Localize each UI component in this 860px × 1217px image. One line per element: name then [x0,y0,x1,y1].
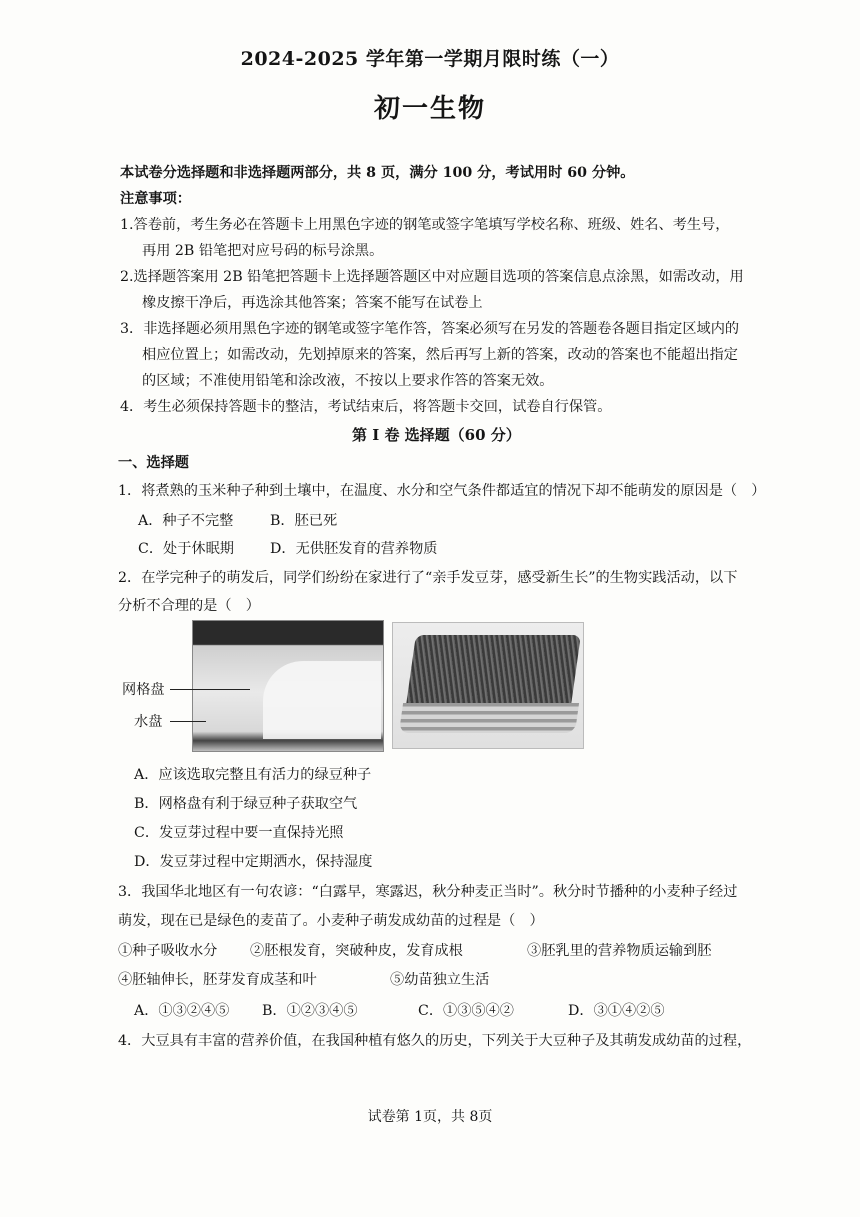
q2-option-c: C．发豆芽过程中要一直保持光照 [134,825,344,841]
q3-option-d: D．③①④②⑤ [568,1003,665,1019]
q1-stem: 1．将煮熟的玉米种子种到土壤中，在温度、水分和空气条件都适宜的情况下却不能萌发的原因是（ ） [118,483,766,499]
q1-option-d: D．无供胚发育的营养物质 [270,541,438,557]
label-grid-tray: 网格盘 [122,682,165,698]
notice-item-4-line-1: 4．考生必须保持答题卡的整洁，考试结束后，将答题卡交回，试卷自行保管。 [120,399,612,415]
q3-stem-line-1: 3．我国华北地区有一句农谚：“白露早，寒露迟，秋分种麦正当时”。秋分时节播种的小麦种子经过 [118,884,738,900]
q2-option-d: D．发豆芽过程中定期洒水，保持湿度 [134,854,373,870]
q1-option-b: B．胚已死 [270,513,338,529]
part-title: 一、选择题 [118,455,189,471]
label-water-tray: 水盘 [134,714,163,730]
notice-item-1-line-1: 1.答卷前，考生务必在答题卡上用黑色字迹的钢笔或签字笔填写学校名称、班级、姓名、考生号， [120,217,730,233]
notice-item-3-line-2: 相应位置上；如需改动，先划掉原来的答案，然后再写上新的答案，改动的答案也不能超出指定 [142,347,738,363]
q3-option-a: A．①③②④⑤ [134,1003,230,1019]
q2-stem-line-2: 分析不合理的是（ ） [118,598,260,614]
notice-title: 注意事项： [120,191,191,207]
q2-option-b: B．网格盘有利于绿豆种子获取空气 [134,796,358,812]
leader-line-water-tray [170,721,206,722]
q3-step-4: ④胚轴伸长，胚芽发育成茎和叶 [118,972,317,988]
q3-step-5: ⑤幼苗独立生活 [390,972,490,988]
q3-step-2: ②胚根发育，突破种皮，发育成根 [250,943,463,959]
subject-title: 初一生物 [373,94,486,124]
notice-item-2-line-1: 2.选择题答案用 2B 铅笔把答题卡上选择题答题区中对应题目选项的答案信息点涂黑，如需改动，用 [120,269,744,285]
q2-stem-line-1: 2．在学完种子的萌发后，同学们纷纷在家进行了“亲手发豆芽，感受新生长”的生物实践活动，以下 [118,570,738,586]
notice-item-2-line-2: 橡皮擦干净后，再选涂其他答案；答案不能写在试卷上 [142,295,483,311]
notice-item-1-line-2: 再用 2B 铅笔把对应号码的标号涂黑。 [142,243,384,259]
exam-title: 2024-2025 学年第一学期月限时练（一） [240,48,620,70]
q2-option-a: A．应该选取完整且有活力的绿豆种子 [134,767,372,783]
q3-step-3: ③胚乳里的营养物质运输到胚 [527,943,712,959]
q1-option-c: C．处于休眠期 [138,541,234,557]
q4-stem: 4．大豆具有丰富的营养价值，在我国种植有悠久的历史，下列关于大豆种子及其萌发成幼苗的过程， [118,1033,752,1049]
q3-option-c: C．①③⑤④② [418,1003,514,1019]
bean-sprouts-photo [392,622,584,749]
leader-line-grid-tray [170,689,250,690]
q1-option-a: A．种子不完整 [138,513,234,529]
page-footer: 试卷第 1页，共 8页 [367,1109,493,1125]
q3-step-1: ①种子吸收水分 [118,943,218,959]
notice-item-3-line-3: 的区域；不准使用铅笔和涂改液，不按以上要求作答的答案无效。 [142,373,554,389]
q3-option-b: B．①②③④⑤ [262,1003,358,1019]
q3-stem-line-2: 萌发，现在已是绿色的麦苗了。小麦种子萌发成幼苗的过程是（ ） [118,913,544,929]
section-title: 第 I 卷 选择题（60 分） [352,426,521,444]
q2-figure [110,620,590,755]
notice-item-3-line-1: 3．非选择题必须用黑色字迹的钢笔或签字笔作答，答案必须写在另发的答题卷各题目指定区域内的 [120,321,740,337]
sprouting-setup-photo [192,620,384,752]
intro-text: 本试卷分选择题和非选择题两部分，共 8 页，满分 100 分，考试用时 60 分钟。 [120,165,635,181]
